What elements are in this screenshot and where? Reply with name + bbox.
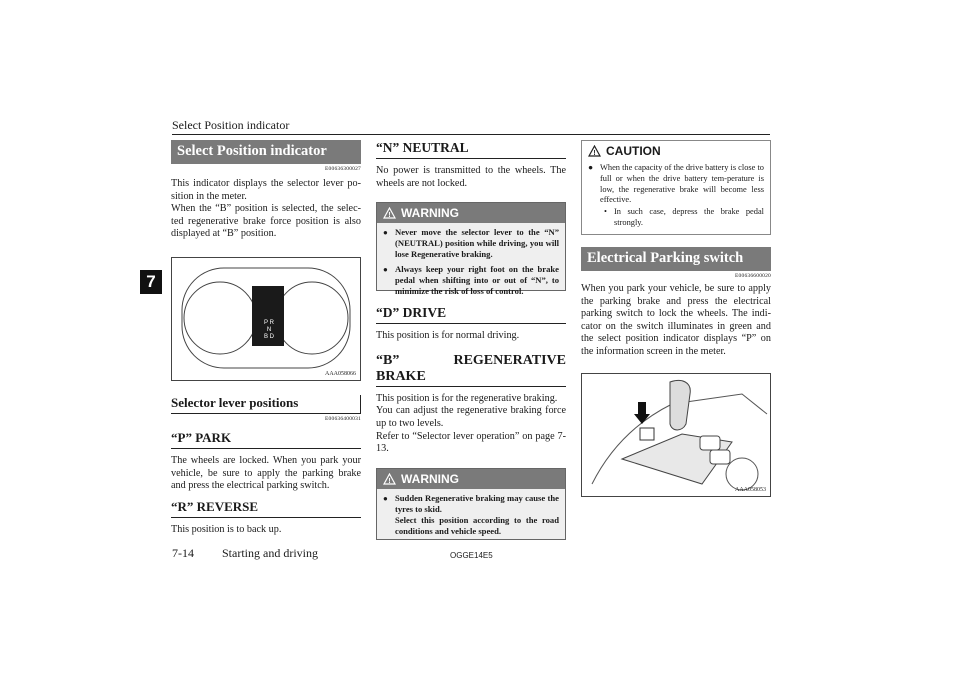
warning-label-2: WARNING [401,471,459,486]
caution-sub-item [582,206,770,235]
running-header: Select Position indicator [172,118,290,132]
brake-text-2: You can adjust the regenerative braking force up to two levels. [376,405,566,429]
gear-letters-top: P R [264,319,274,326]
caution-item-text: When the capacity of the drive battery is close to full or when the drive battery tem-perature is low, the regenerative brake will become less effective. [600,163,764,205]
reverse-text: This position is to back up. [171,523,282,535]
warning-item-1-text: Never move the selector lever to the “N” (NEUTRAL) position while driving, you will lose Regenerative braking. [395,227,559,260]
console-illustration [582,374,770,496]
brake-heading [376,353,566,387]
subsection-code: E00636400031 [324,415,361,422]
reverse-heading: “R” REVERSE [171,499,361,518]
gear-letters-bot: B D [263,333,274,340]
chapter-tab: 7 [140,270,162,294]
svg-text:!: ! [388,477,391,485]
meter-illustration [172,258,360,380]
warning-item-1 [377,223,565,260]
caution-header [582,141,770,161]
bullet-icon: ● [383,493,388,503]
page-number: 7-14 [172,546,194,560]
gear-indicator [258,320,280,341]
column-1 [171,140,361,536]
warning-triangle-icon [383,473,396,485]
title-tick [360,395,361,413]
warning-triangle-icon [383,207,396,219]
warning2-item [377,489,565,537]
neutral-text: No power is transmitted to the wheels. The wheels are not locked. [376,165,566,189]
warning2-item-text: Sudden Regenerative braking may cause the tyres to skid. [395,492,559,514]
warning-box-2 [376,468,566,540]
svg-text:!: ! [388,212,391,220]
dot-icon: • [604,207,607,217]
brake-text-1: This position is for the regenerative braking. [376,392,558,404]
section-code-2: E00636600020 [734,273,771,279]
figure-label: AAA058066 [325,370,356,377]
chapter-name: Starting and driving [222,546,318,560]
figure-label-2: AAA058053 [735,486,766,493]
brake-text-3: Refer to “Selector lever operation” on page 7-13. [376,430,566,455]
bullet-icon: ● [588,163,594,172]
svg-text:!: ! [593,150,596,157]
caution-sub-text: In such case, depress the brake pedal strongly. [614,207,764,227]
bullet-icon: ● [383,228,388,238]
warning2-item-cont: Select this position according to the road conditions and vehicle speed. [395,514,559,536]
section-code: E00636300027 [324,166,361,172]
caution-triangle-icon [588,145,601,157]
console-figure [581,373,771,497]
header-rule [172,134,770,135]
warning-header-1 [377,203,565,223]
section-title-band-2: Electrical Parking switch [581,247,771,271]
brake-heading-c: BRAKE [376,368,426,384]
doc-code: OGGE14E5 [450,551,493,560]
section-title-band: Select Position indicator [171,140,361,164]
brake-heading-a: “B” [376,352,400,368]
neutral-heading: “N” NEUTRAL [376,140,566,159]
column-2 [376,140,566,540]
warning-header-2 [377,469,565,489]
warning-box-1 [376,202,566,297]
park-text: The wheels are locked. When you park your vehicle, be sure to apply the parking brake and press the electrical parking switch. [171,454,361,492]
intro-para-1: This indicator displays the selector lever po-sition in the meter. [171,178,361,202]
subsection-title-text: Selector lever positions [171,394,299,410]
drive-text: This position is for normal driving. [376,330,520,342]
drive-heading: “D” DRIVE [376,305,566,324]
caution-box [581,140,771,235]
caution-item [582,161,770,206]
gear-letters-mid: N [266,326,272,333]
column-3 [581,140,771,497]
parking-switch-para: When you park your vehicle, be sure to apply the parking brake and press the electrical parking switch to lock the wheels. The indi-cator on the switch illuminates in green and the select position indicator displays “P” on the information screen in the meter. [581,283,771,357]
caution-label: CAUTION [606,144,661,158]
warning-item-2-text: Always keep your right foot on the brake pedal when shifting into or out of “N”, to minimize the risk of loss of control. [395,264,559,297]
subsection-title [171,395,361,414]
bullet-icon: ● [383,265,388,275]
meter-figure [171,257,361,381]
park-heading: “P” PARK [171,430,361,449]
intro-para-2: When the “B” position is selected, the selec-ted regenerative brake force position is also displayed at “B” position. [171,203,361,240]
warning-item-2 [377,260,565,297]
brake-heading-b: REGENERATIVE [453,352,566,368]
warning-label-1: WARNING [401,206,459,221]
